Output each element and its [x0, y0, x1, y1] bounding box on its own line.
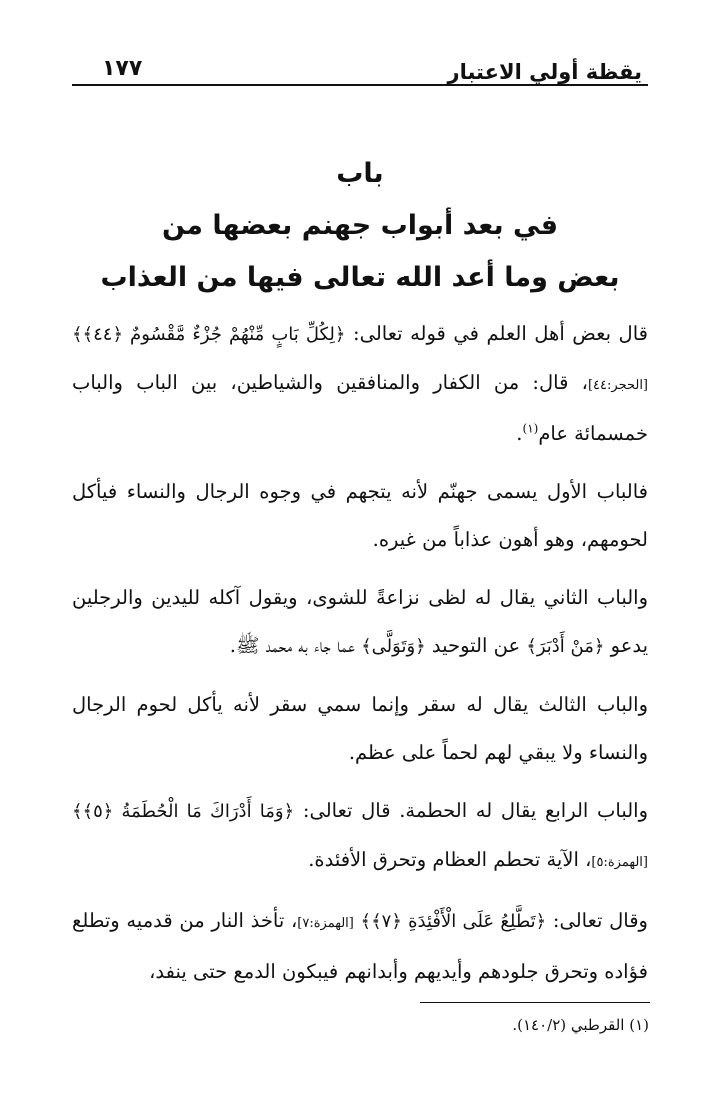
- paragraph-2: فالباب الأول يسمى جهنّم لأنه يتجهم في وجوه الرجال والنساء فيأكل لحومهم، وهو أهون عذاباً من غيره.: [72, 480, 648, 551]
- paragraph-4: والباب الثالث يقال له سقر وإنما سمي سقر لأنه يأكل لحوم الرجال والنساء ولا يبقي لهم لحماً على عظم.: [72, 693, 648, 764]
- paragraph-3-part-2: عن التوحيد: [425, 634, 527, 657]
- verse-reference: [الحجر:٤٤]: [587, 378, 648, 393]
- heading-line-1: باب: [336, 158, 384, 189]
- paragraph-6: [72, 897, 648, 996]
- verse-reference: [الهمزة:٥]: [591, 855, 648, 870]
- paragraph-6-part-1: وقال تعالى:: [546, 909, 648, 932]
- footnote-divider: [420, 1002, 650, 1003]
- paragraph-5-part-1: والباب الرابع يقال له الحطمة. قال تعالى:: [294, 799, 648, 822]
- paragraph-1-intro: قال بعض أهل العلم في قوله تعالى:: [345, 322, 648, 345]
- paragraph-1: [72, 310, 648, 458]
- quran-verse: ﴿لِكُلِّ بَابٍ مِّنْهُمْ جُزْءٌ مَّقْسُومٌ ﴿٤٤﴾﴾: [72, 324, 346, 345]
- paragraph-6-part-2: ، تأخذ النار من قدميه وتطلع فؤاده وتحرق جلودهم وأيديهم وأبدانهم فيبكون الدمع حتى ينفد،: [72, 909, 648, 983]
- footnote: (١) القرطبي (١٤٠/٢).: [512, 1016, 649, 1034]
- heading-line-3: بعض وما أعد الله تعالى فيها من العذاب: [100, 262, 620, 293]
- quran-verse: ﴿مَنْ أَدْبَرَ﴾: [526, 636, 605, 657]
- paragraph-3-part-3: عما جاء به محمد ﷺ.: [229, 634, 362, 657]
- paragraph-3: [72, 574, 648, 671]
- page-number: ١٧٧: [102, 56, 143, 81]
- paragraph-5-part-2: ، الآية تحطم العظام وتحرق الأفئدة.: [308, 848, 592, 871]
- body-text: [72, 310, 648, 1006]
- quran-verse: ﴿تَطَّلِعُ عَلَى الْأَفْئِدَةِ ﴿٧﴾﴾: [360, 911, 547, 932]
- quran-verse: ﴿وَتَوَلَّى﴾: [361, 636, 426, 657]
- paragraph-3-part-1: والباب الثاني يقال له لظى نزاعةً للشوى، ويقول آكله لليدين والرجلين يدعو: [72, 586, 648, 657]
- footnote-marker: (١): [522, 421, 539, 436]
- page-header: [72, 44, 648, 86]
- book-title: يقظة أولي الاعتبار: [447, 60, 642, 84]
- chapter-heading: [72, 148, 648, 304]
- heading-line-2: في بعد أبواب جهنم بعضها من: [161, 210, 559, 241]
- quran-verse: ﴿وَمَا أَدْرَاكَ مَا الْحُطَمَةُ ﴿٥﴾﴾: [72, 801, 295, 822]
- verse-reference: [الهمزة:٧]: [297, 916, 354, 931]
- paragraph-5: [72, 787, 648, 887]
- paragraph-1-end: .: [516, 422, 523, 445]
- paragraph-1-middle: ، قال: من الكفار والمنافقين والشياطين، بين الباب والباب خمسمائة عام: [72, 371, 648, 445]
